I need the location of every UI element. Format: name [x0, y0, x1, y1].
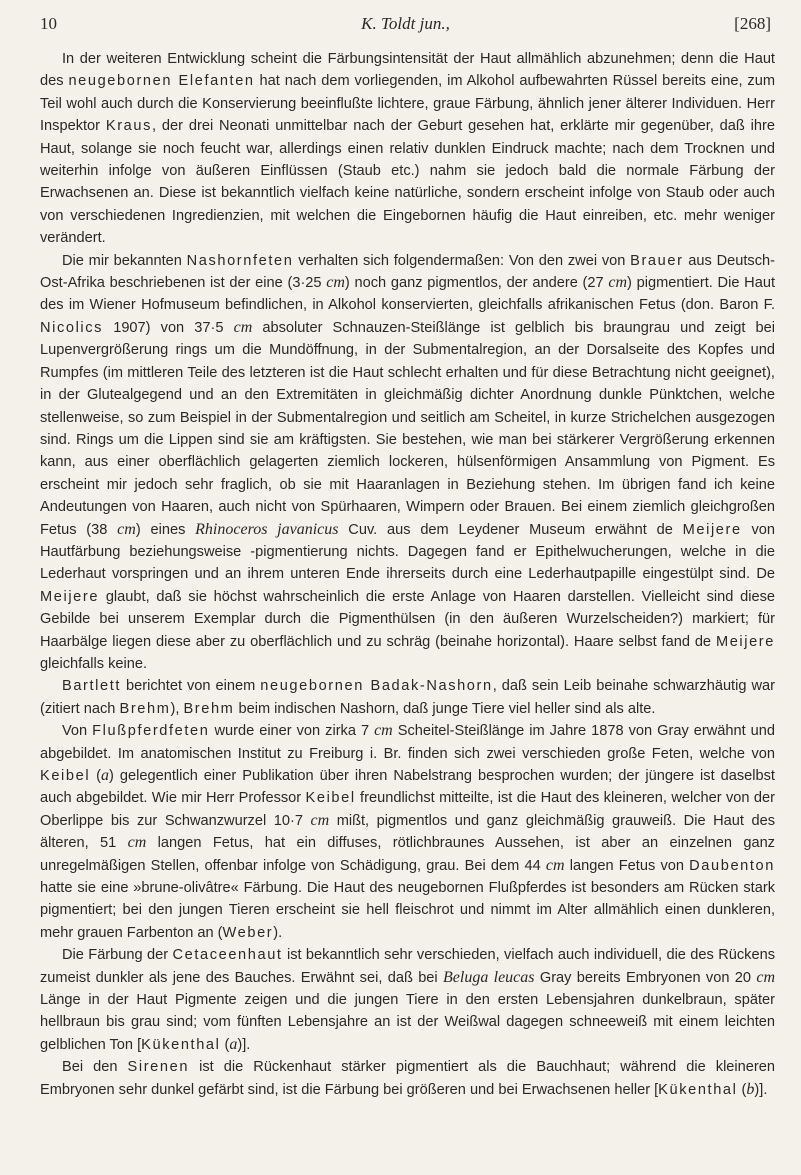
paragraph — [40, 48, 775, 250]
spaced-name: neugebornen Elefanten — [68, 73, 255, 90]
text-run: mißt, pigmentlos und ganz gleichmäßig grauweiß. Die Haut des älteren, 51 — [40, 812, 775, 852]
text-run: absoluter Schnauzen-Steißlänge ist gelblich bis braungrau und zeigt bei Lupenvergrößerung rings um die Mundöffnung, in der Submentalregion, an der Dorsalseite des Kopfes und Rumpfes (im mittleren Teile des letzteren ist die Haut schlecht erhalten und für diese Betrachtung nicht geeignet), in der Glutealgegend und an den Extremitäten in gleichmäßig dichter Anordnung dunkle Pünktchen, welche stellenweise, so zum Beispiel in der Submentalregion und seitlich am Scheitel, in kurze Strichelchen ausgezogen sind. Rings um die Lippen sind sie am kräftigsten. Sie bestehen, wie man bei stärkerer Vergrößerung erkennen kann, aus einer oberflächlich gelagerten ziemlich lockeren, hülsenförmigen Ansammlung von Pigment. Es erscheint mir jedoch sehr fraglich, ob sie mit Haaranlagen in Beziehung stehen. Im übrigen fand ich keine Andeutungen von Haaren, auch nicht von Spürhaaren, Wimpern oder Brauen. Bei einem ziemlich gleichgroßen Fetus (38 — [40, 319, 775, 538]
text-run: ist bekanntlich sehr verschieden, vielfach auch individuell, die des Rückens zumeist dunkler als jene des Bauches. Erwähnt sei, daß bei — [40, 947, 775, 986]
italic-text: Beluga leucas — [443, 968, 535, 986]
text-run: ) pigmentiert. Die Haut des im Wiener Hofmuseum befindlichen, in Alkohol konservierten, gleichfalls afrikanischen Fetus (don. Baron F. — [40, 275, 775, 314]
text-run: glaubt, daß sie höchst wahrscheinlich die erste Anlage von Haaren darstellen. Vielleicht sind diese Gebilde bei unserem Exemplar durch die Pigmenthülsen (in den äußeren Wurzelscheiden?) markiert; für Haarbälge liegen diese aber zu oberflächlich und zu schräg (beinahe horizontal). Haare selbst fand de — [40, 588, 775, 650]
italic-text: cm — [310, 811, 330, 829]
text-run: Bei den — [62, 1059, 128, 1076]
text-run: aus Deutsch-Ost-Afrika beschriebenen ist der eine (3·25 — [40, 252, 775, 292]
paragraph — [40, 944, 775, 1056]
text-run: berichtet von einem — [121, 678, 261, 695]
spaced-name: Brauer — [630, 252, 684, 269]
italic-text: cm — [233, 318, 253, 336]
spaced-name: Brehm — [119, 700, 171, 717]
spaced-name: Kraus — [105, 118, 153, 135]
text-run: Von — [62, 723, 93, 740]
italic-text: cm — [545, 856, 565, 874]
italic-text: cm — [117, 520, 136, 538]
text-run: Die mir bekannten — [62, 252, 187, 269]
spaced-name: Bartlett — [62, 678, 122, 695]
spaced-name: Meijere — [40, 588, 100, 605]
italic-text: cm — [374, 722, 393, 740]
text-run: hatte sie eine »brune-olivâtre« Färbung. Die Haut des neugebornen Flußpferdes ist besonders am Rücken stark pigmentiert; bei den jungen Tieren erscheint sie hell fleischrot und nimmt im Alter allmählich einen dunkleren, mehr grauen Farbenton an ( — [40, 880, 775, 941]
text-run: ), — [170, 700, 184, 717]
text-run: )]. — [237, 1036, 251, 1053]
text-run: ) eines — [135, 521, 196, 538]
text-run: langen Fetus, hat ein diffuses, rötlichbraunes Aussehen, ist aber an einzelnen ganz unregelmäßigen Stellen, offenbar infolge von Schädigung, grau. Bei dem 44 — [40, 835, 775, 874]
text-run: ( — [90, 768, 102, 784]
body-text — [40, 48, 775, 1101]
spaced-name: Flußpferdfeten — [92, 723, 210, 740]
spaced-name: Kükenthal — [658, 1081, 738, 1098]
text-run: Cuv. aus dem Leydener Museum erwähnt de — [338, 521, 683, 538]
text-run: ) noch ganz pigmentlos, der andere (27 — [344, 275, 609, 292]
page-number: 10 — [40, 14, 57, 33]
italic-text: b — [746, 1080, 755, 1098]
spaced-name: Cetaceenhaut — [172, 947, 283, 964]
paragraph — [40, 675, 775, 720]
italic-text: Rhinoceros javanicus — [195, 520, 339, 538]
text-run: Länge in der Haut Pigmente zeigen und die jungen Tiere in den ersten Lebensjahren dunkelbraun, später hellbraun bis grau sind; vom fünften Lebensjahre an ist der Weißwal dagegen schneeweiß mit einem leichten gelblichen Ton [ — [40, 992, 775, 1053]
text-run: In der weiteren Entwicklung scheint die Färbungsintensität der Haut allmählich abzunehmen; denn die Haut des — [40, 51, 775, 90]
spaced-name: Sirenen — [127, 1059, 190, 1076]
spaced-name: Kükenthal — [141, 1036, 221, 1053]
spaced-name: Nashornfeten — [186, 252, 294, 269]
text-run: Gray bereits Embryonen von 20 — [534, 969, 757, 986]
paragraph — [40, 250, 775, 676]
spaced-name: Keibel — [305, 790, 356, 807]
text-run: verhalten sich folgendermaßen: Von den zwei von — [293, 252, 631, 269]
text-run: freundlichst mitteilte, ist die Haut des kleineren, welcher von der Oberlippe bis zur Schwanzwurzel 10·7 — [40, 790, 775, 829]
italic-text: a — [101, 767, 110, 784]
text-run: hat nach dem vorliegenden, im Alkohol aufbewahrten Rüssel bereits eine, zum Teil wohl auch durch die Konservierung beeinflußte lichtere, graue Färbung, ähnlich jener älterer Individuen. Herr Inspektor — [40, 73, 775, 135]
text-run: von Hautfärbung beziehungsweise -pigmentierung nichts. Dagegen fand er Epithelwucherungen, welche in die Lederhaut vorspringen und an ihrem unteren Ende ihrerseits durch eine Lederhautpapille eingestülpt sind. De — [40, 521, 776, 583]
text-run: , der drei Neonati unmittelbar nach der Geburt gesehen hat, erklärte mir gegenüber, daß ihre Haut, solange sie noch feucht war, allerdings einen relativ dunklen Eindruck machte; nach dem Trocknen und weiterhin infolge von äußeren Einflüssen (Staub etc.) nahm sie jedoch bald die normale Färbung der Erwachsenen an. Diese ist bekanntlich vielfach keine natürliche, sondern erscheint infolge von Staub oder auch von verschiedenen Ingredienzien, mit welchen die Eingebornen häufig die Haut einreiben, etc. mehr weniger verändert. — [40, 118, 776, 247]
text-run: ) gelegentlich einer Publikation über ihren Nabelstrang besprochen wurden; der jüngere ist daselbst auch abgebildet. Wie mir Herr Professor — [40, 768, 775, 807]
spaced-name: neugebornen Badak-Nashorn — [260, 678, 493, 695]
spaced-name: Meijere — [682, 521, 742, 538]
text-run: wurde einer von zirka 7 — [209, 723, 375, 740]
italic-text: cm — [326, 274, 345, 292]
paragraph — [40, 720, 775, 944]
paragraph — [40, 1056, 775, 1101]
text-run: )]. — [754, 1081, 768, 1098]
spaced-name: Brehm — [183, 700, 235, 717]
spaced-name: Nicolics — [40, 319, 104, 336]
italic-text: cm — [756, 968, 775, 986]
text-run: ). — [273, 924, 283, 941]
text-run: 1907) von 37·5 — [103, 319, 234, 336]
spaced-name: Keibel — [40, 768, 91, 784]
text-run: langen Fetus von — [564, 857, 690, 874]
italic-text: a — [229, 1035, 238, 1053]
text-run: gleichfalls keine. — [40, 655, 148, 672]
text-run: ist die Rückenhaut stärker pigmentiert als die Bauchhaut; während die kleineren Embryonen sehr dunkel gefärbt sind, ist die Färbung bei größeren und bei Erwachsenen heller [ — [40, 1059, 775, 1098]
italic-text: cm — [608, 274, 628, 292]
text-run: Scheitel-Steißlänge im Jahre 1878 von Gray erwähnt und abgebildet. Im anatomischen Institut zu Freiburg i. Br. finden sich zwei verschieden große Feten, welche von — [40, 723, 775, 762]
text-run: beim indischen Nashorn, daß junge Tiere viel heller sind als alte. — [234, 700, 656, 717]
original-page-number: [268] — [734, 14, 771, 33]
page-header — [40, 10, 771, 40]
text-run: ( — [220, 1036, 230, 1053]
text-run: Die Färbung der — [62, 947, 173, 964]
spaced-name: Daubenton — [689, 857, 775, 874]
running-title: K. Toldt jun., — [361, 14, 450, 33]
spaced-name: Meijere — [715, 633, 775, 650]
text-run: ( — [737, 1081, 747, 1098]
spaced-name: Weber — [222, 924, 274, 941]
italic-text: cm — [127, 834, 147, 852]
text-run: , daß sein Leib beinahe schwarzhäutig war (zitiert nach — [40, 678, 775, 717]
